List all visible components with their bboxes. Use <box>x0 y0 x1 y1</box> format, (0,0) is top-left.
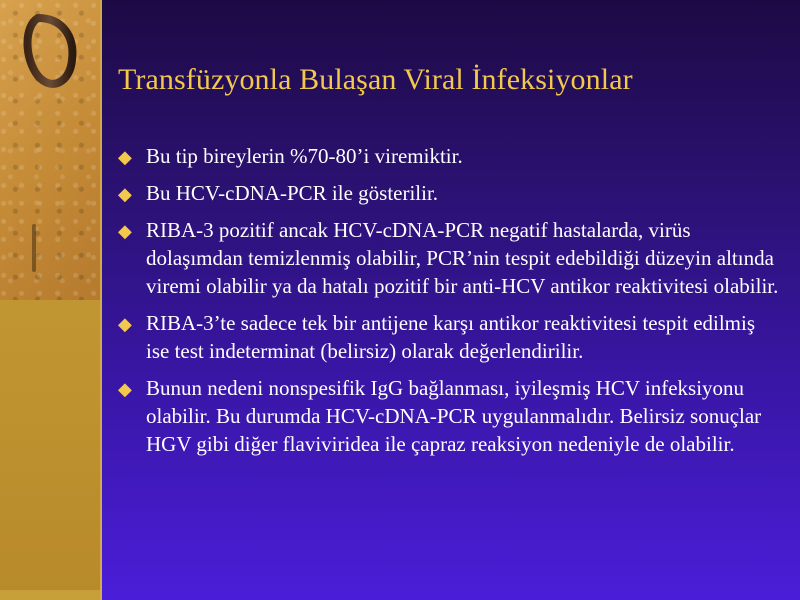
bullet-item <box>118 216 783 300</box>
left-image-panel <box>0 0 100 300</box>
bullet-item <box>118 179 783 207</box>
diamond-bullet-icon: ◆ <box>118 184 132 204</box>
bullet-text: Bu tip bireylerin %70-80’i viremiktir. <box>146 144 463 168</box>
bullet-list <box>118 142 783 467</box>
diamond-bullet-icon: ◆ <box>118 379 132 399</box>
diamond-bullet-icon: ◆ <box>118 221 132 241</box>
bullet-text: Bu HCV-cDNA-PCR ile gösterilir. <box>146 181 439 205</box>
bullet-item <box>118 374 783 458</box>
diamond-bullet-icon: ◆ <box>118 147 132 167</box>
bullet-item <box>118 309 783 365</box>
key-icon <box>0 0 100 300</box>
bullet-text: RIBA-3 pozitif ancak HCV-cDNA-PCR negatif hastalarda, virüs dolaşımdan temizlenmiş olabilir, PCR’nin tespit edebildiği düzeyin altında viremi olabilir ya da hatalı pozitif bir anti-HCV antikor reaktivitesi olabilir. <box>146 218 779 298</box>
bottom-band <box>0 590 800 600</box>
vertical-divider <box>100 0 102 600</box>
diamond-bullet-icon: ◆ <box>118 314 132 334</box>
bullet-text: RIBA-3’te sadece tek bir antijene karşı antikor reaktivitesi tespit edilmiş ise test indeterminat (belirsiz) olarak değerlendirilir. <box>146 311 756 363</box>
bullet-item <box>118 142 783 170</box>
bullet-text: Bunun nedeni nonspesifik IgG bağlanması, iyileşmiş HCV infeksiyonu olabilir. Bu durumda HCV-cDNA-PCR uygulanmalıdır. Belirsiz sonuçlar HGV gibi diğer flaviviridea ile çapraz reaksiyon nedeniyle de olabilir. <box>146 376 762 456</box>
slide-title: Transfüzyonla Bulaşan Viral İnfeksiyonlar <box>118 63 633 96</box>
